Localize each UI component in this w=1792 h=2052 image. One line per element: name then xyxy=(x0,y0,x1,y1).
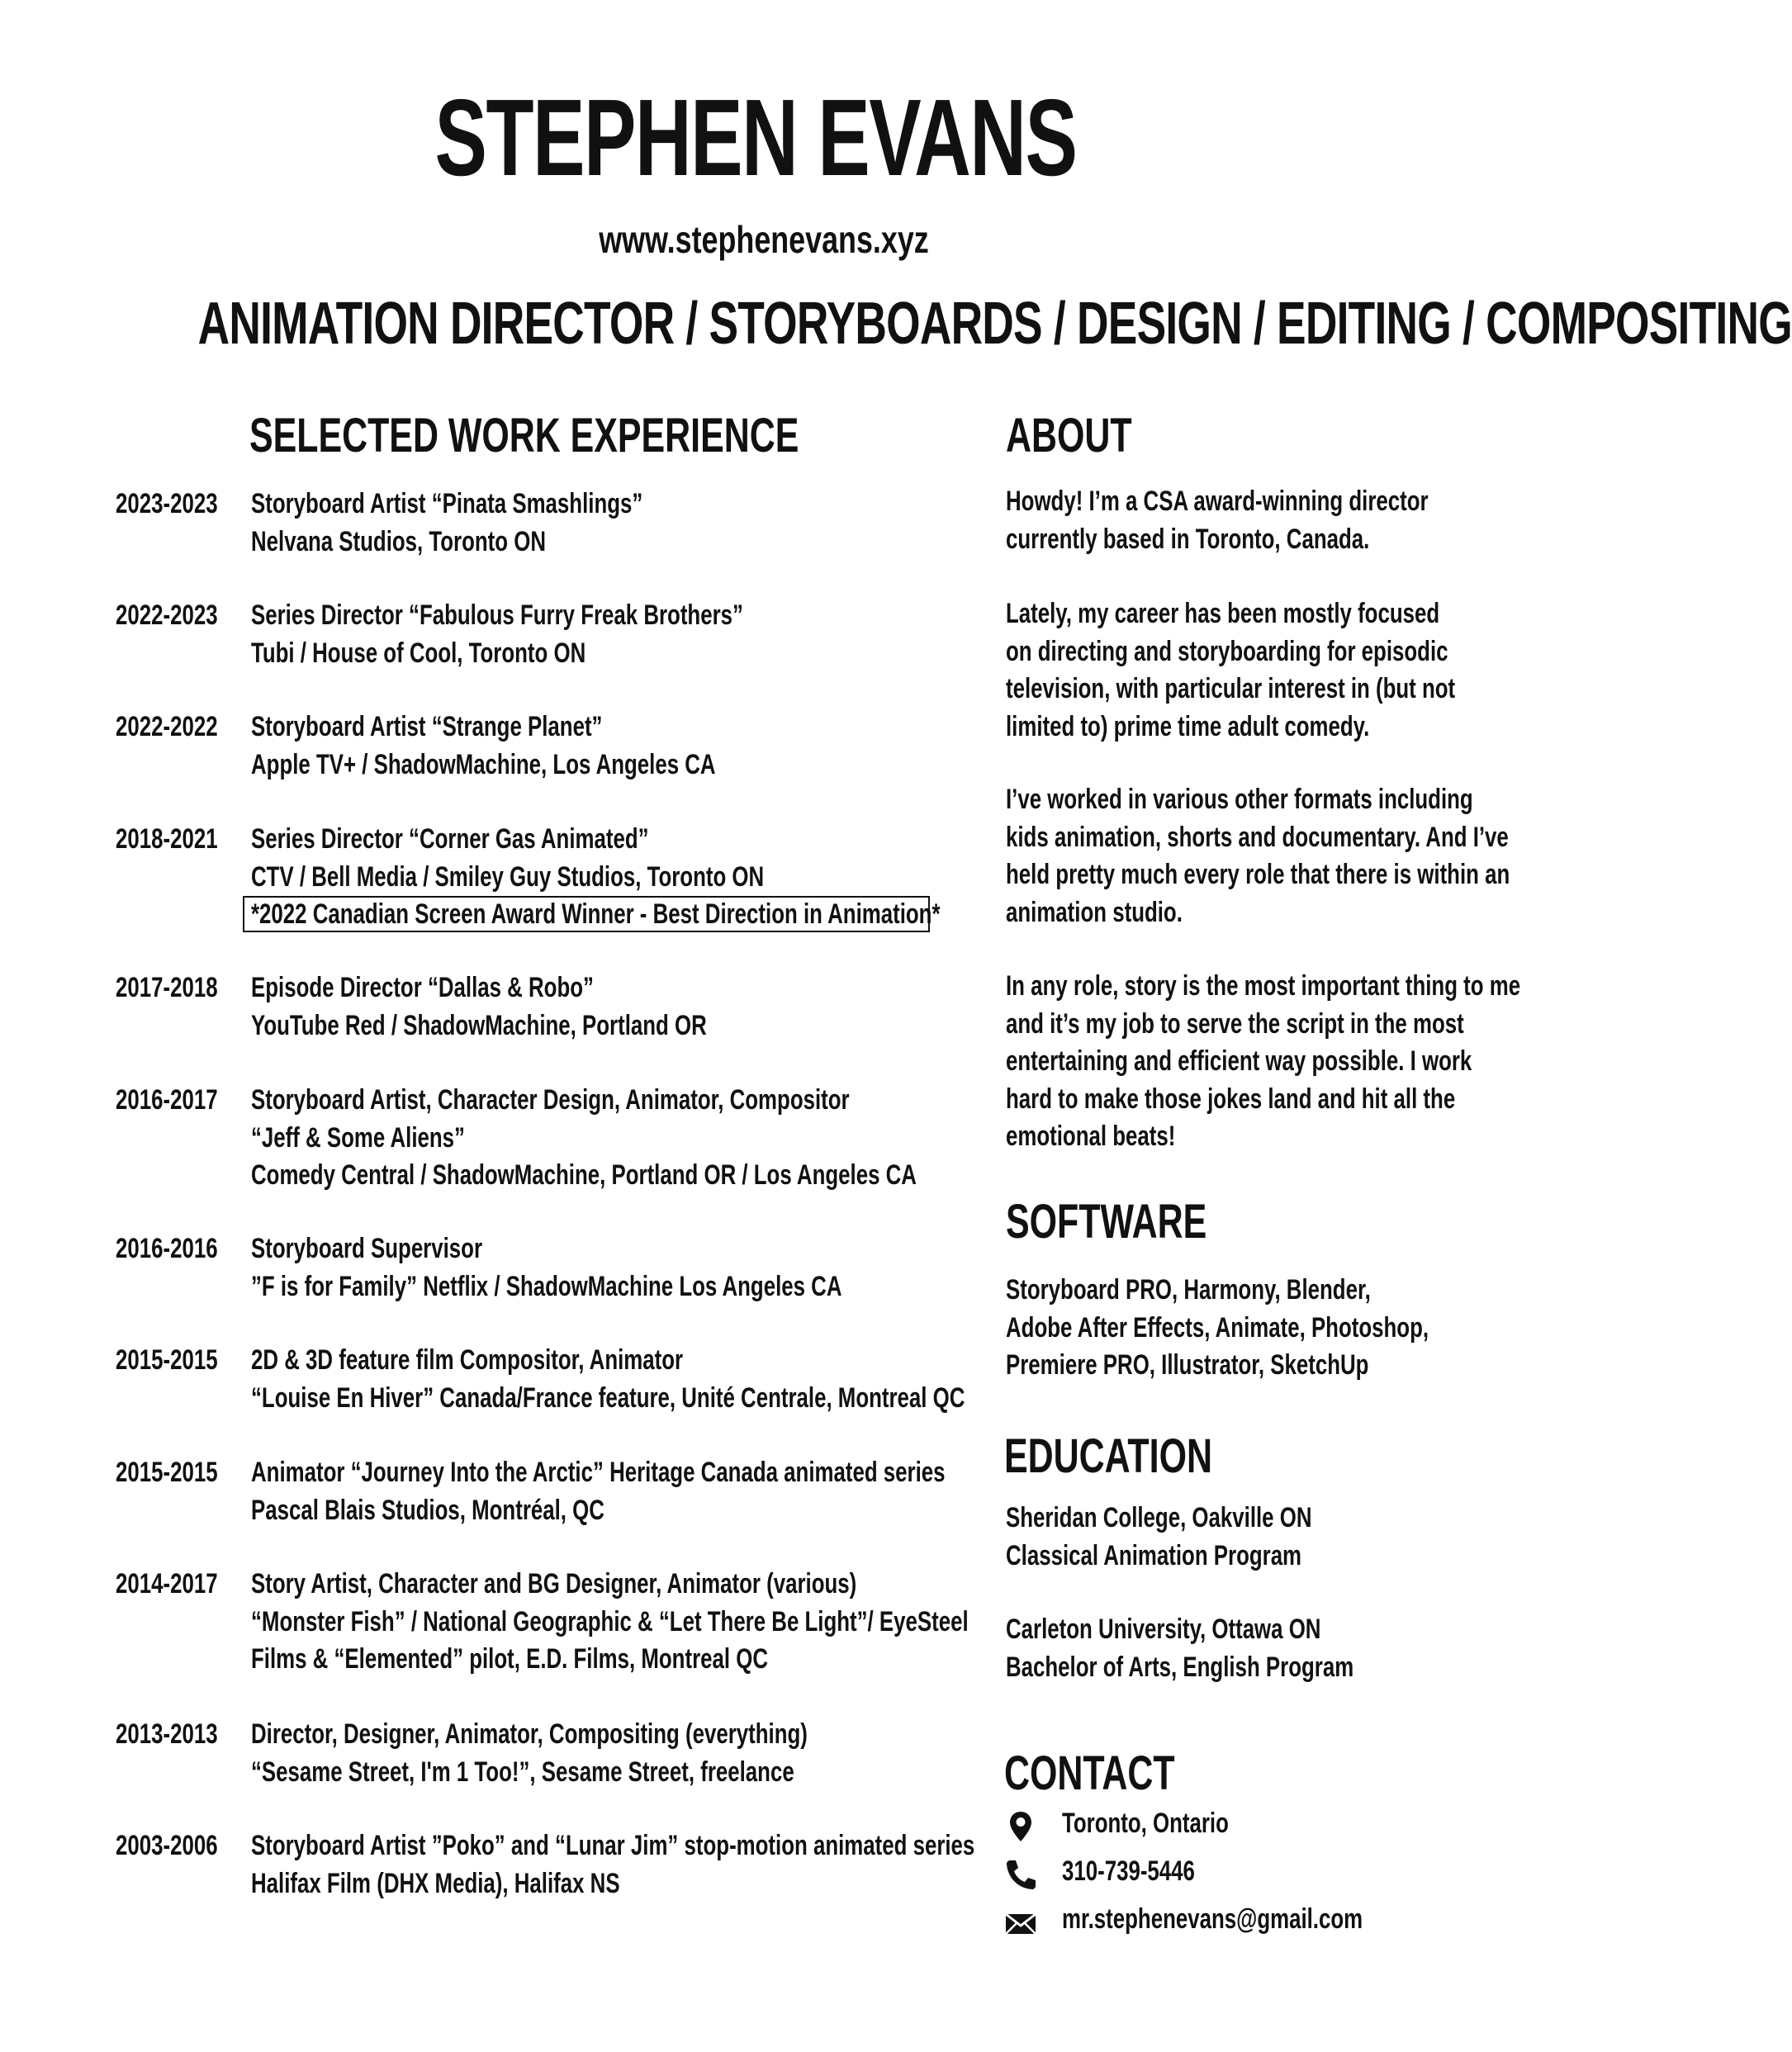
job-years: 2003-2006 xyxy=(116,1830,218,1861)
website-link[interactable]: www.stephenevans.xyz xyxy=(599,218,929,261)
contact-phone[interactable] xyxy=(1003,1853,1498,1894)
job-entry xyxy=(0,486,974,601)
job-detail: “Sesame Street, I'm 1 Too!”, Sesame Street, freelance xyxy=(251,1756,794,1788)
job-entry xyxy=(0,969,974,1085)
job-detail: “Jeff & Some Aliens” xyxy=(251,1121,465,1154)
software-list xyxy=(1006,1272,1562,1385)
job-years: 2014-2017 xyxy=(116,1568,218,1599)
job-entry xyxy=(0,1454,974,1570)
education-entry xyxy=(1006,1611,1463,1686)
about-line: In any role, story is the most important thing to me xyxy=(1006,970,1521,1002)
job-entry xyxy=(0,1230,974,1346)
software-line: Adobe After Effects, Animate, Photoshop, xyxy=(1006,1311,1429,1344)
job-entry xyxy=(0,597,974,713)
job-title: Storyboard Artist “Strange Planet” xyxy=(251,711,603,742)
job-detail: Nelvana Studios, Toronto ON xyxy=(251,525,546,557)
phone-icon xyxy=(1003,1858,1039,1891)
contact-email[interactable] xyxy=(1003,1901,1498,1942)
education-program: Classical Animation Program xyxy=(1006,1539,1302,1571)
job-detail: YouTube Red / ShadowMachine, Portland OR xyxy=(251,1009,707,1041)
job-detail: ”F is for Family” Netflix / ShadowMachine Los Angeles CA xyxy=(251,1270,842,1302)
about-line: and it’s my job to serve the script in the most xyxy=(1006,1007,1464,1040)
resume-name: STEPHEN EVANS xyxy=(434,77,1077,198)
job-years: 2013-2013 xyxy=(116,1718,218,1750)
about-paragraph xyxy=(1006,968,1683,1156)
job-title: Storyboard Artist “Pinata Smashlings” xyxy=(251,488,643,519)
job-detail: CTV / Bell Media / Smiley Guy Studios, Toronto ON xyxy=(251,860,765,893)
education-school: Sheridan College, Oakville ON xyxy=(1006,1502,1312,1533)
about-line: kids animation, shorts and documentary. And I’ve xyxy=(1006,821,1509,853)
job-title: Storyboard Supervisor xyxy=(251,1233,483,1264)
about-line: hard to make those jokes land and hit all the xyxy=(1006,1083,1456,1115)
about-line: entertaining and efficient way possible. I work xyxy=(1006,1045,1472,1077)
software-line: Storyboard PRO, Harmony, Blender, xyxy=(1006,1274,1371,1306)
contact-location-text: Toronto, Ontario xyxy=(1062,1808,1229,1839)
about-line: Lately, my career has been mostly focused xyxy=(1006,598,1440,629)
software-line: Premiere PRO, Illustrator, SketchUp xyxy=(1006,1349,1369,1381)
job-entry xyxy=(0,1827,974,1943)
about-paragraph xyxy=(1006,483,1562,558)
roles-tagline: ANIMATION DIRECTOR / STORYBOARDS / DESIGN / EDITING / COMPOSITING xyxy=(197,291,1792,357)
job-title: Animator “Journey Into the Arctic” Heritage Canada animated series xyxy=(251,1457,946,1488)
education-program: Bachelor of Arts, English Program xyxy=(1006,1651,1354,1683)
job-detail: Apple TV+ / ShadowMachine, Los Angeles CA xyxy=(251,748,716,780)
job-detail: Pascal Blais Studios, Montréal, QC xyxy=(251,1494,604,1526)
about-line: on directing and storyboarding for episodic xyxy=(1006,635,1448,667)
job-detail: Films & “Elemented” pilot, E.D. Films, Montreal QC xyxy=(251,1643,768,1675)
job-years: 2017-2018 xyxy=(116,972,218,1003)
job-detail: Comedy Central / ShadowMachine, Portland OR / Los Angeles CA xyxy=(251,1159,917,1191)
job-entry xyxy=(0,1566,974,1689)
job-title: 2D & 3D feature film Compositor, Animator xyxy=(251,1344,684,1376)
job-title: Story Artist, Character and BG Designer, Animator (various) xyxy=(251,1568,857,1599)
about-line: currently based in Toronto, Canada. xyxy=(1006,523,1370,555)
about-line: animation studio. xyxy=(1006,896,1183,928)
contact-phone-text[interactable]: 310-739-5446 xyxy=(1062,1855,1195,1887)
job-title: Director, Designer, Animator, Compositing (everything) xyxy=(251,1718,808,1750)
contact-location xyxy=(1003,1805,1498,1846)
contact-heading: CONTACT xyxy=(1004,1746,1175,1800)
about-line: emotional beats! xyxy=(1006,1121,1176,1152)
education-entry xyxy=(1006,1500,1409,1575)
job-years: 2018-2021 xyxy=(116,823,218,855)
education-school: Carleton University, Ottawa ON xyxy=(1006,1614,1321,1645)
job-title: Storyboard Artist, Character Design, Animator, Compositor xyxy=(251,1084,850,1116)
job-entry xyxy=(0,708,974,824)
education-heading: EDUCATION xyxy=(1004,1429,1212,1483)
contact-email-text[interactable]: mr.stephenevans@gmail.com xyxy=(1062,1903,1363,1935)
job-years: 2022-2023 xyxy=(116,599,218,631)
software-heading: SOFTWARE xyxy=(1006,1195,1207,1249)
award-callout xyxy=(243,896,941,932)
about-paragraph xyxy=(1006,781,1669,931)
about-line: Howdy! I’m a CSA award-winning director xyxy=(1006,486,1429,517)
job-years: 2015-2015 xyxy=(116,1344,218,1376)
about-line: I’ve worked in various other formats including xyxy=(1006,784,1473,815)
award-text: *2022 Canadian Screen Award Winner - Best Direction in Animation* xyxy=(251,898,941,930)
job-entry xyxy=(0,1716,974,1832)
job-years: 2015-2015 xyxy=(116,1457,218,1488)
about-line: limited to) prime time adult comedy. xyxy=(1006,710,1370,742)
location-pin-icon xyxy=(1003,1810,1039,1843)
job-detail: “Louise En Hiver” Canada/France feature, Unité Centrale, Montreal QC xyxy=(251,1381,965,1414)
job-entry xyxy=(0,1082,974,1206)
envelope-icon xyxy=(1003,1906,1039,1939)
job-title: Storyboard Artist ”Poko” and “Lunar Jim” stop-motion animated series xyxy=(251,1830,975,1861)
job-title: Episode Director “Dallas & Robo” xyxy=(251,972,594,1003)
about-heading: ABOUT xyxy=(1006,409,1132,462)
about-line: television, with particular interest in (but not xyxy=(1006,673,1456,704)
job-detail: Tubi / House of Cool, Toronto ON xyxy=(251,637,586,669)
job-title: Series Director “Corner Gas Animated” xyxy=(251,823,649,855)
job-entry xyxy=(0,821,974,936)
job-years: 2016-2016 xyxy=(116,1233,218,1264)
about-paragraph xyxy=(1006,595,1597,746)
job-detail: Halifax Film (DHX Media), Halifax NS xyxy=(251,1867,620,1899)
job-title: Series Director “Fabulous Furry Freak Brothers” xyxy=(251,599,743,631)
job-entry xyxy=(0,1342,974,1457)
job-detail: “Monster Fish” / National Geographic & “Let There Be Light”/ EyeSteel xyxy=(251,1605,969,1637)
about-line: held pretty much every role that there is within an xyxy=(1006,859,1510,890)
job-years: 2023-2023 xyxy=(116,488,218,519)
job-years: 2022-2022 xyxy=(116,711,218,742)
job-years: 2016-2017 xyxy=(116,1084,218,1116)
work-experience-heading: SELECTED WORK EXPERIENCE xyxy=(249,409,799,462)
